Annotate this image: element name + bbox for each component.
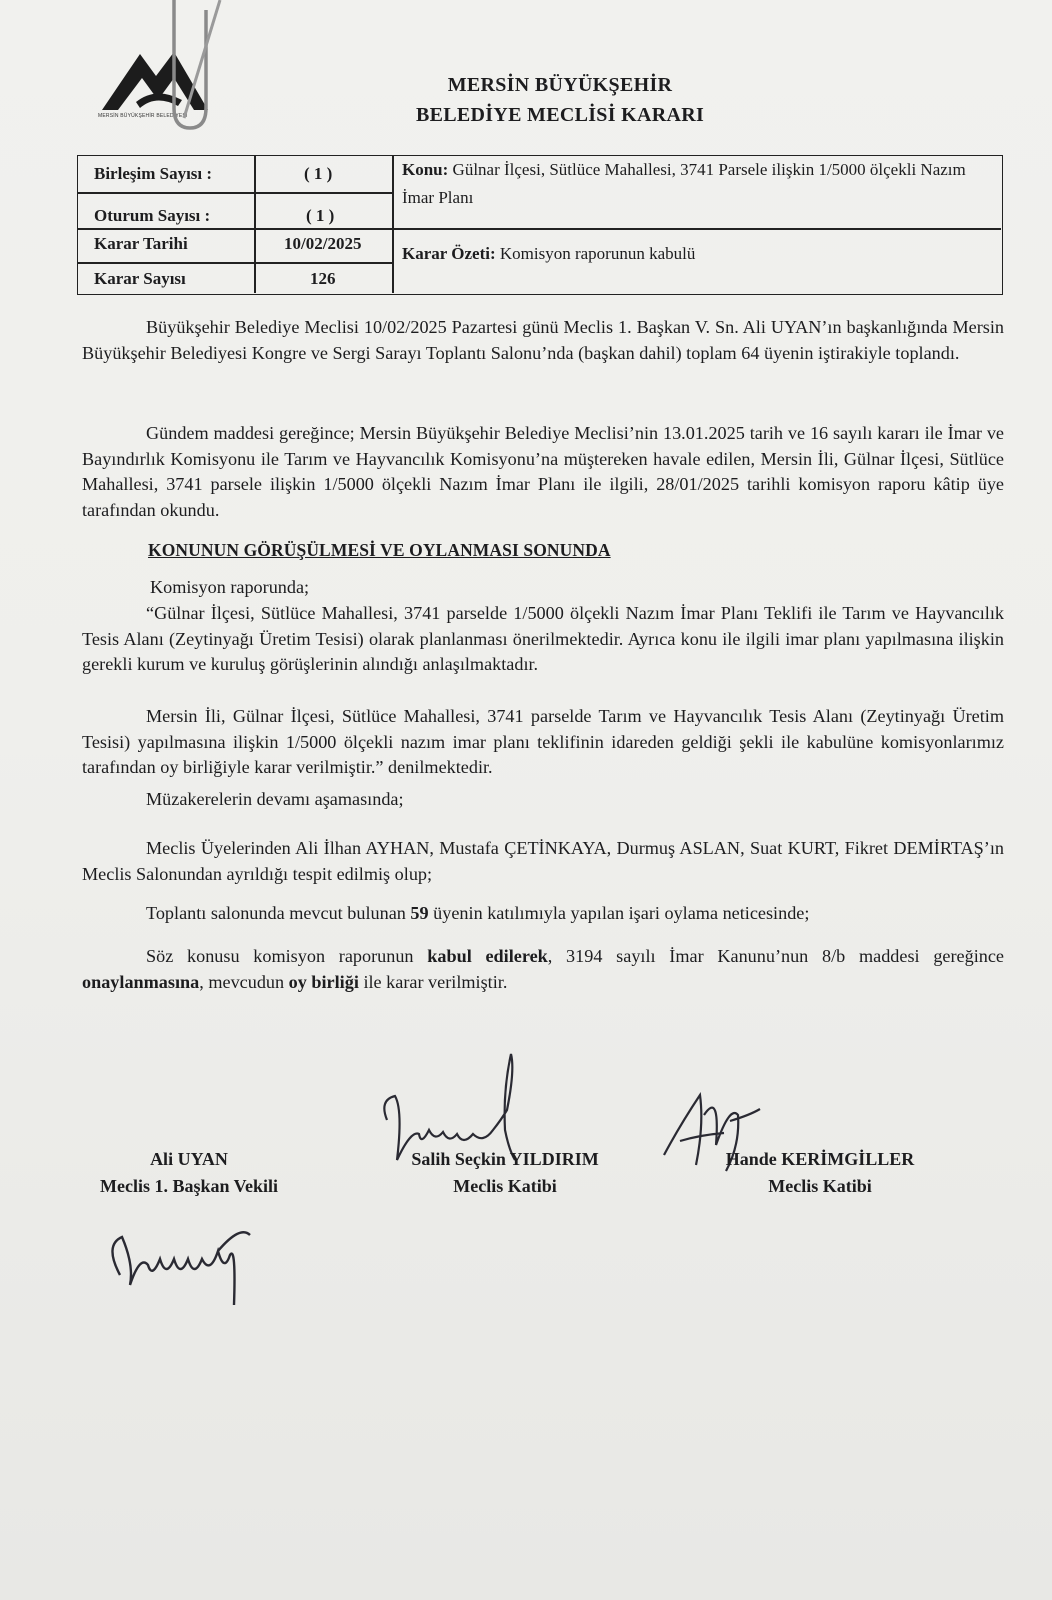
paragraph-commission-quote-1: “Gülnar İlçesi, Sütlüce Mahallesi, 3741 parselde 1/5000 ölçekli Nazım İmar Planı Teklifi ile Tarım ve Hayvancılık Tesis Alanı (Zeytinyağı Üretim Tesisi) olarak planlanması önerilmektedir. Ayrıca konu ile ilgili imar planı yapılmasına ilişkin gerekli kurum ve kuruluş görüşlerinin alındığı anlaşılmaktadır. bbox=[82, 603, 1004, 674]
paragraph-commission-quote-2: Mersin İli, Gülnar İlçesi, Sütlüce Mahallesi, 3741 parselde Tarım ve Hayvancılık Tesis Alanı (Zeytinyağı Üretim Tesisi) yapılmasına ilişkin 1/5000 ölçekli nazım imar planı teklifinin idareden geldiği şekli ile kabulüne komisyonlarımız tarafından oy birliğiyle karar verilmiştir.” denilmektedir. bbox=[82, 706, 1004, 777]
paragraph-commission-intro: Komisyon raporunda; bbox=[150, 577, 310, 597]
decision-bold-approval: onaylanmasına bbox=[82, 971, 200, 992]
decision-info-table bbox=[77, 155, 1003, 295]
vote-text-a: Toplantı salonunda mevcut bulunan bbox=[146, 903, 411, 923]
signature-block-yildirim bbox=[370, 1146, 640, 1200]
konu-block bbox=[402, 156, 992, 212]
karar-sayisi-value: 126 bbox=[310, 269, 336, 288]
karar-ozeti-block bbox=[402, 240, 992, 268]
signature-uyan bbox=[100, 1215, 260, 1310]
paragraph-vote bbox=[82, 901, 1004, 927]
signatory-name-kerimgiller: Hande KERİMGİLLER bbox=[725, 1149, 915, 1169]
paragraph-members-left: Meclis Üyelerinden Ali İlhan AYHAN, Mustafa ÇETİNKAYA, Durmuş ASLAN, Suat KURT, Fikret DEMİRTAŞ’ın Meclis Salonundan ayrıldığı tespit edilmiş olup; bbox=[82, 838, 1004, 884]
signatory-title-kerimgiller: Meclis Katibi bbox=[768, 1176, 872, 1196]
signatory-name-yildirim: Salih Seçkin YILDIRIM bbox=[411, 1149, 599, 1169]
decision-bold-accepted: kabul edilerek bbox=[427, 946, 548, 966]
oturum-label: Oturum Sayısı : bbox=[94, 206, 211, 225]
signatory-title-uyan: Meclis 1. Başkan Vekili bbox=[99, 1176, 279, 1196]
signatory-name-uyan: Ali UYAN bbox=[150, 1149, 228, 1169]
oturum-value: ( 1 ) bbox=[306, 206, 335, 225]
vote-text-b: üyenin katılımıyla yapılan işari oylama neticesinde; bbox=[428, 903, 810, 923]
paragraph-meeting: Büyükşehir Belediye Meclisi 10/02/2025 Pazartesi günü Meclis 1. Başkan V. Sn. Ali UYAN’ın başkanlığında Mersin Büyükşehir Belediyesi Kongre ve Sergi Sarayı Toplantı Salonu’nda (başkan dahil) toplam 64 üyenin iştirakiyle toplandı. bbox=[82, 317, 1004, 363]
decision-text-d: ile karar verilmiştir. bbox=[358, 971, 508, 992]
karar-sayisi-label: Karar Sayısı bbox=[94, 269, 186, 288]
birlesim-label: Birleşim Sayısı : bbox=[94, 164, 213, 183]
signatory-title-yildirim: Meclis Katibi bbox=[453, 1176, 557, 1196]
section-heading: KONUNUN GÖRÜŞÜLMESİ VE OYLANMASI SONUNDA bbox=[148, 540, 611, 560]
konu-text: Gülnar İlçesi, Sütlüce Mahallesi, 3741 Parsele ilişkin 1/5000 ölçekli Nazım İmar Planı bbox=[402, 160, 966, 207]
paragraph-negotiation: Müzakerelerin devamı aşamasında; bbox=[146, 789, 404, 809]
decision-text-b: , 3194 sayılı İmar Kanunu’nun 8/b maddesi gereğince bbox=[547, 946, 1005, 966]
karar-ozeti-text: Komisyon raporunun kabulü bbox=[499, 244, 696, 263]
birlesim-value: ( 1 ) bbox=[304, 164, 333, 183]
paragraph-agenda: Gündem maddesi gereğince; Mersin Büyükşehir Belediye Meclisi’nin 13.01.2025 tarih ve 16 sayılı kararı ile İmar ve Bayındırlık Komisyonu ile Tarım ve Hayvancılık Komisyonu’na müştereken havale edilen, Mersin İli, Gülnar İlçesi, Sütlüce Mahallesi, 3741 parsele ilişkin 1/5000 ölçekli Nazım İmar Planı ile ilgili, 28/01/2025 tarihli komisyon raporu kâtip üye tarafından okundu. bbox=[82, 423, 1004, 520]
konu-label: Konu: bbox=[402, 160, 449, 179]
signature-block-kerimgiller bbox=[690, 1146, 950, 1200]
paragraph-decision bbox=[82, 944, 1004, 995]
karar-ozeti-label: Karar Özeti: bbox=[402, 244, 496, 263]
signature-block-uyan bbox=[70, 1146, 308, 1200]
header-line-1: MERSİN BÜYÜKŞEHİR bbox=[447, 74, 673, 96]
decision-text-c: , mevcudun bbox=[199, 971, 289, 992]
vote-count: 59 bbox=[410, 903, 429, 923]
logo-caption: MERSİN BÜYÜKŞEHİR BELEDİYESİ bbox=[98, 113, 188, 119]
decision-bold-unanimous: oy birliği bbox=[288, 971, 359, 992]
karar-tarihi-value: 10/02/2025 bbox=[284, 234, 362, 253]
decision-text-a: Söz konusu komisyon raporunun bbox=[146, 946, 428, 966]
header-line-2: BELEDİYE MECLİSİ KARARI bbox=[415, 104, 705, 126]
paper-clip bbox=[160, 0, 230, 135]
document-header bbox=[360, 70, 760, 130]
karar-tarihi-label: Karar Tarihi bbox=[94, 234, 188, 253]
